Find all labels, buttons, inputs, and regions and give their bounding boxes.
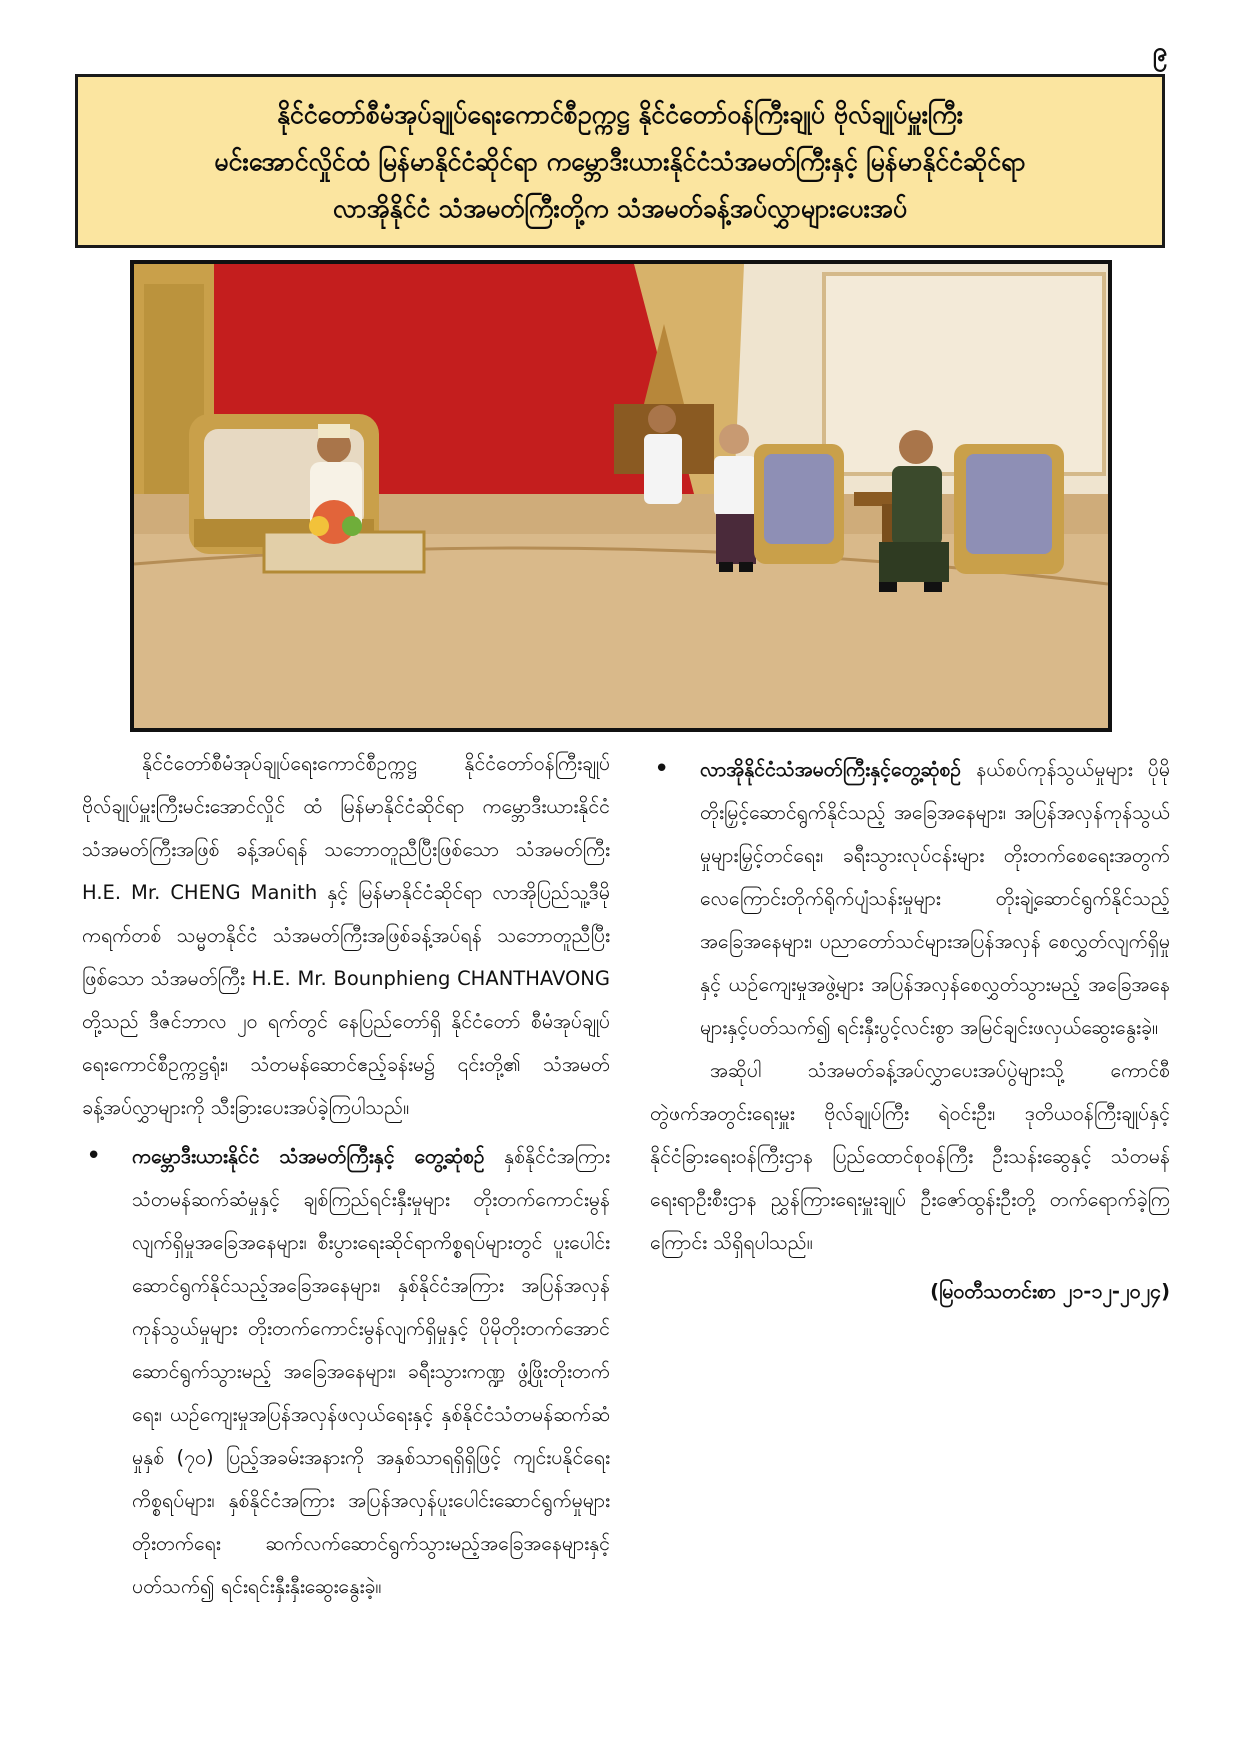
article-column-right: [650, 742, 1170, 1313]
bullet-laos-lead: လာအိုနိုင်ငံသံအမတ်ကြီးနှင့်တွေ့ဆုံစဉ်: [700, 758, 962, 781]
source-citation: (မြဝတီသတင်းစာ ၂၁-၁၂-၂၀၂၄): [930, 1280, 1170, 1303]
intro-paragraph: နိုင်ငံတော်စီမံအုပ်ချုပ်ရေးကောင်စီဥက္ကဋ္ဌ နိုင်ငံတော်ဝန်ကြီးချုပ် ဗိုလ်ချုပ်မှူးကြီးမင်းအောင်လှိုင် ထံ မြန်မာနိုင်ငံဆိုင်ရာ ကမ္ဘောဒီးယားနိုင်ငံသံအမတ်ကြီးအဖြစ် ခန့်အပ်ရန် သဘောတူညီပြီးဖြစ်သော သံအမတ်ကြီး H.E. Mr. CHENG Manith နှင့် မြန်မာနိုင်ငံဆိုင်ရာ လာအိုပြည်သူ့ဒီမိုကရက်တစ် သမ္မတနိုင်ငံ သံအမတ်ကြီးအဖြစ်ခန့်အပ်ရန် သဘောတူညီပြီး ဖြစ်သော သံအမတ်ကြီး H.E. Mr. Bounphieng CHANTHAVONG တို့သည် ဒီဇင်ဘာလ ၂၀ ရက်တွင် နေပြည်တော်ရှိ နိုင်ငံတော် စီမံအုပ်ချုပ်ရေးကောင်စီဥက္ကဋ္ဌရုံး၊ သံတမန်ဆောင်ဧည့်ခန်းမ၌ ၎င်းတို့၏ သံအမတ်ခန့်အပ်လွှာများကို သီးခြားပေးအပ်ခဲ့ကြပါသည်။: [82, 752, 610, 1119]
article-column-left: [82, 742, 610, 1608]
bullet-cambodia-lead: ကမ္ဘောဒီးယားနိုင်ငံ သံအမတ်ကြီးနှင့် တွေ့ဆုံစဉ်: [132, 1145, 485, 1168]
headline-line-2: မင်းအောင်လှိုင်ထံ မြန်မာနိုင်ငံဆိုင်ရာ ကမ္ဘောဒီးယားနိုင်ငံသံအမတ်ကြီးနှင့် မြန်မာနိုင်ငံဆိုင်ရာ: [214, 146, 1026, 176]
headline-line-3: လာအိုနိုင်ငံ သံအမတ်ကြီးတို့က သံအမတ်ခန့်အပ်လွှာများပေးအပ်: [332, 193, 908, 223]
bullet-laos-text: နယ်စပ်ကုန်သွယ်မှုများ ပိုမိုတိုးမြှင့်ဆောင်ရွက်နိုင်သည့် အခြေအနေများ၊ အပြန်အလှန်ကုန်သွယ်မှုများမြှင့်တင်ရေး၊ ခရီးသွားလုပ်ငန်းများ တိုးတက်စေရေးအတွက် လေကြောင်းတိုက်ရိုက်ပျံသန်းမှုများ တိုးချဲ့ဆောင်ရွက်နိုင်သည့်အခြေအနေများ၊ ပညာတော်သင်များအပြန်အလှန် စေလွှတ်လျက်ရှိမှုနှင့် ယဉ်ကျေးမှုအဖွဲ့များ အပြန်အလှန်စေလွှတ်သွားမည့် အခြေအနေများနှင့်ပတ်သက်၍ ရင်းနှီးပွင့်လင်းစွာ အမြင်ချင်းဖလှယ်ဆွေးနွေးခဲ့။: [700, 758, 1170, 1039]
news-photo: [130, 260, 1112, 732]
headline-line-1: နိုင်ငံတော်စီမံအုပ်ချုပ်ရေးကောင်စီဥက္ကဋ္ဌ နိုင်ငံတော်ဝန်ကြီးချုပ် ဗိုလ်ချုပ်မှူးကြီး: [276, 99, 963, 129]
photo-wall-panel: [824, 274, 1104, 474]
headline-box: [75, 74, 1165, 248]
bullet-cambodia: [82, 1135, 610, 1608]
closing-paragraph: အဆိုပါ သံအမတ်ခန့်အပ်လွှာပေးအပ်ပွဲများသို့ ကောင်စီတွဲဖက်အတွင်းရေးမှူး ဗိုလ်ချုပ်ကြီး ရဲဝင်းဦး၊ ဒုတိယဝန်ကြီးချုပ်နှင့် နိုင်ငံခြားရေးဝန်ကြီးဌာန ပြည်ထောင်စုဝန်ကြီး ဦးသန်းဆွေနှင့် သံတမန်ရေးရာဦးစီးဌာန ညွှန်ကြားရေးမှူးချုပ် ဦးဇော်ထွန်းဦးတို့ တက်ရောက်ခဲ့ကြကြောင်း သိရှိရပါသည်။: [650, 1059, 1170, 1254]
bullet-dot-icon: •: [86, 1141, 102, 1171]
bullet-cambodia-text: နှစ်နိုင်ငံအကြား သံတမန်ဆက်ဆံမှုနှင့် ချစ်ကြည်ရင်းနှီးမှုများ တိုးတက်ကောင်းမွန်လျက်ရှိမှုအခြေအနေများ၊ စီးပွားရေးဆိုင်ရာကိစ္စရပ်များတွင် ပူးပေါင်းဆောင်ရွက်နိုင်သည့်အခြေအနေများ၊ နှစ်နိုင်ငံအကြား အပြန်အလှန် ကုန်သွယ်မှုများ တိုးတက်ကောင်းမွန်လျက်ရှိမှုနှင့် ပိုမိုတိုးတက်အောင် ဆောင်ရွက်သွားမည့် အခြေအနေများ၊ ခရီးသွားကဏ္ဍ ဖွံ့ဖြိုးတိုးတက်ရေး၊ ယဉ်ကျေးမှုအပြန်အလှန်ဖလှယ်ရေးနှင့် နှစ်နိုင်ငံသံတမန်ဆက်ဆံမှုနှစ် (၇၀) ပြည့်အခမ်းအနားကို အနှစ်သာရရှိရှိဖြင့် ကျင်းပနိုင်ရေး ကိစ္စရပ်များ၊ နှစ်နိုင်ငံအကြား အပြန်အလှန်ပူးပေါင်းဆောင်ရွက်မှုများတိုးတက်ရေး ဆက်လက်ဆောင်ရွက်သွားမည့်အခြေအနေများနှင့်ပတ်သက်၍ ရင်းရင်းနှီးနှီးဆွေးနွေးခဲ့။: [132, 1145, 610, 1598]
photo-person-2: [648, 405, 676, 433]
page-number: ၉: [1152, 37, 1168, 67]
ceremony-photo-illustration: [134, 264, 1108, 728]
bullet-dot-icon: •: [654, 754, 670, 784]
photo-person-3: [719, 424, 749, 454]
photo-person-4: [899, 430, 933, 464]
bullet-laos: [650, 748, 1170, 1049]
